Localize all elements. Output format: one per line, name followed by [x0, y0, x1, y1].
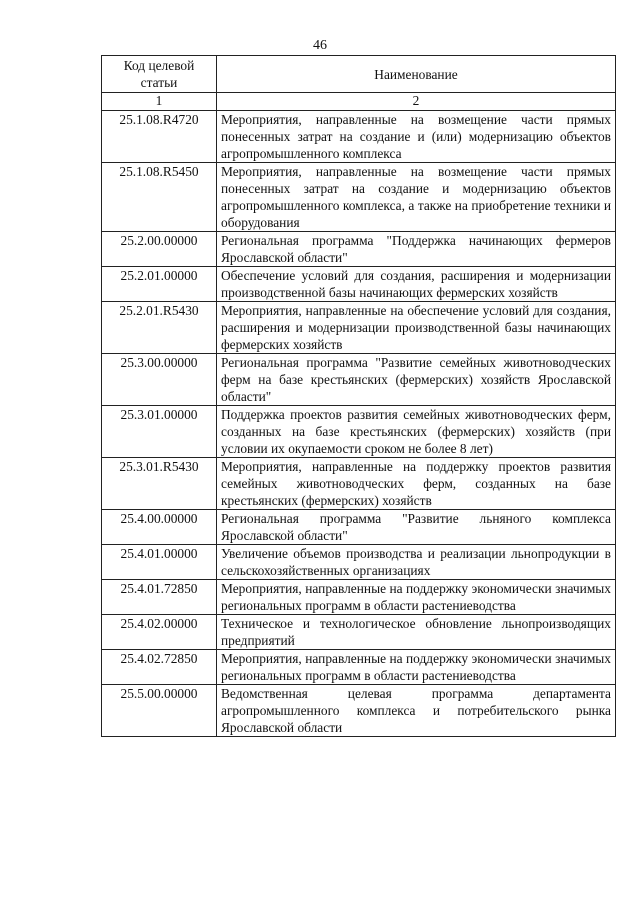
table-row — [102, 458, 616, 510]
table-row — [102, 302, 616, 354]
table-row — [102, 545, 616, 580]
row-code: 25.2.01.00000 — [102, 267, 217, 302]
header-name: Наименование — [217, 56, 616, 93]
table-row — [102, 650, 616, 685]
row-code: 25.4.01.00000 — [102, 545, 217, 580]
header-code: Код целевой статьи — [102, 56, 217, 93]
table-row — [102, 232, 616, 267]
row-code: 25.3.01.R5430 — [102, 458, 217, 510]
row-name: Мероприятия, направленные на поддержку проектов развития семейных животноводческих ферм, созданных на базе крестьянских (фермерских) хозяйств — [217, 458, 616, 510]
row-code: 25.1.08.R5450 — [102, 163, 217, 232]
row-name: Мероприятия, направленные на возмещение части прямых понесенных затрат на создание и модернизацию объектов агропромышленного комплекса, а также на приобретение техники и оборудования — [217, 163, 616, 232]
row-code: 25.4.02.72850 — [102, 650, 217, 685]
table-row — [102, 685, 616, 737]
row-code: 25.4.01.72850 — [102, 580, 217, 615]
table-row — [102, 111, 616, 163]
table-row — [102, 354, 616, 406]
target-items-table — [101, 55, 616, 737]
row-name: Мероприятия, направленные на обеспечение условий для создания, расширения и модернизации производственной базы начинающих фермерских хозяйств — [217, 302, 616, 354]
column-number-1: 1 — [102, 93, 217, 111]
column-number-2: 2 — [217, 93, 616, 111]
row-name: Обеспечение условий для создания, расширения и модернизации производственной базы начинающих фермерских хозяйств — [217, 267, 616, 302]
row-name: Мероприятия, направленные на поддержку экономически значимых региональных программ в области растениеводства — [217, 580, 616, 615]
table-header-row — [102, 56, 616, 93]
page-number: 46 — [313, 38, 327, 53]
row-name: Увеличение объемов производства и реализации льнопродукции в сельскохозяйственных организациях — [217, 545, 616, 580]
row-name: Региональная программа "Развитие льняного комплекса Ярославской области" — [217, 510, 616, 545]
row-name: Техническое и технологическое обновление льнопроизводящих предприятий — [217, 615, 616, 650]
row-name: Региональная программа "Развитие семейных животноводческих ферм на базе крестьянских (фермерских) хозяйств Ярославской области" — [217, 354, 616, 406]
row-name: Поддержка проектов развития семейных животноводческих ферм, созданных на базе крестьянских (фермерских) хозяйств (при условии их окупаемости сроком не более 8 лет) — [217, 406, 616, 458]
column-numbers-row — [102, 93, 616, 111]
table-row — [102, 163, 616, 232]
table-row — [102, 580, 616, 615]
row-code: 25.3.00.00000 — [102, 354, 217, 406]
table-row — [102, 510, 616, 545]
row-code: 25.2.01.R5430 — [102, 302, 217, 354]
row-code: 25.2.00.00000 — [102, 232, 217, 267]
row-name: Мероприятия, направленные на возмещение части прямых понесенных затрат на создание и (или) модернизацию объектов агропромышленного комплекса — [217, 111, 616, 163]
table-row — [102, 615, 616, 650]
table-row — [102, 406, 616, 458]
row-name: Мероприятия, направленные на поддержку экономически значимых региональных программ в области растениеводства — [217, 650, 616, 685]
row-code: 25.1.08.R4720 — [102, 111, 217, 163]
row-code: 25.3.01.00000 — [102, 406, 217, 458]
row-code: 25.4.02.00000 — [102, 615, 217, 650]
table-row — [102, 267, 616, 302]
row-code: 25.5.00.00000 — [102, 685, 217, 737]
row-name: Региональная программа "Поддержка начинающих фермеров Ярославской области" — [217, 232, 616, 267]
row-code: 25.4.00.00000 — [102, 510, 217, 545]
row-name: Ведомственная целевая программа департамента агропромышленного комплекса и потребительского рынка Ярославской области — [217, 685, 616, 737]
